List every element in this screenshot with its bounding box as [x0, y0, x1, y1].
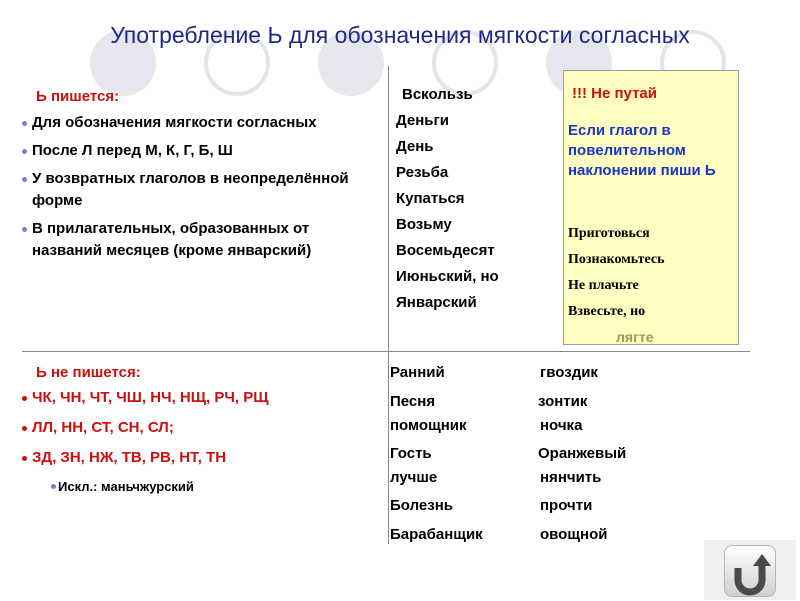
note-text: Если глагол в повелительном наклонении пиши Ь	[568, 122, 716, 179]
example-word: Деньги	[396, 112, 449, 129]
note-example: Познакомьтесь	[568, 252, 665, 267]
note-last-example: лягте	[616, 329, 654, 345]
slide-title: Употребление Ь для обозначения мягкости согласных	[110, 22, 690, 48]
rule-item: Для обозначения мягкости согласных	[22, 112, 367, 134]
note-example: Не плачьте	[568, 278, 639, 293]
written-heading: Ь пишется:	[36, 88, 120, 105]
bottom-word: прочти	[540, 497, 593, 514]
return-button[interactable]	[724, 545, 776, 597]
rule-item: После Л перед М, К, Г, Б, Ш	[22, 140, 367, 162]
examples-list	[396, 82, 499, 316]
bottom-word: гвоздик	[540, 364, 598, 381]
bottom-word: Оранжевый	[538, 445, 627, 462]
note-example: Взвесьте, но	[568, 304, 646, 319]
note-heading: !!! Не путай	[572, 85, 657, 102]
bottom-word: Барабанщик	[390, 526, 483, 543]
written-rules-list	[22, 112, 367, 268]
example-word: Восемьдесят	[396, 242, 495, 259]
note-example: Приготовься	[568, 226, 650, 241]
not-written-heading: Ь не пишется:	[36, 364, 141, 381]
example-word: Возьму	[396, 216, 452, 233]
return-arrow-icon	[725, 546, 775, 596]
imperative-note-box	[563, 70, 739, 345]
rule-item: ЗД, ЗН, НЖ, ТВ, РВ, НТ, ТН	[22, 447, 367, 469]
horizontal-divider	[22, 351, 750, 352]
not-written-rules-list	[22, 387, 367, 477]
example-word: День	[396, 138, 434, 155]
rule-item: В прилагательных, образованных от названий месяцев (кроме январский)	[22, 218, 367, 262]
exception-text: Искл.: маньчжурский	[58, 479, 194, 494]
bottom-word: нянчить	[540, 469, 602, 486]
bottom-word: помощник	[390, 417, 467, 434]
example-word: Купаться	[396, 190, 465, 207]
bottom-word: Болезнь	[390, 497, 453, 514]
example-word: Вскользь	[402, 86, 473, 103]
bottom-word: зонтик	[538, 393, 588, 410]
bottom-word: лучше	[390, 469, 438, 486]
rule-item: ЛЛ, НН, СТ, СН, СЛ;	[22, 417, 367, 439]
bottom-word: ночка	[540, 417, 583, 434]
note-examples-list	[568, 221, 664, 325]
bottom-word: Ранний	[390, 364, 445, 381]
bottom-word: Гость	[390, 445, 432, 462]
rule-item: У возвратных глаголов в неопределённой форме	[22, 168, 367, 212]
vertical-divider	[388, 66, 389, 544]
example-word: Июньский, но	[396, 268, 499, 285]
example-word: Январский	[396, 294, 477, 311]
rule-item: ЧК, ЧН, ЧТ, ЧШ, НЧ, НЩ, РЧ, РЩ	[22, 387, 367, 409]
bottom-word: овощной	[540, 526, 608, 543]
example-word: Резьба	[396, 164, 449, 181]
bottom-word: Песня	[390, 393, 436, 410]
